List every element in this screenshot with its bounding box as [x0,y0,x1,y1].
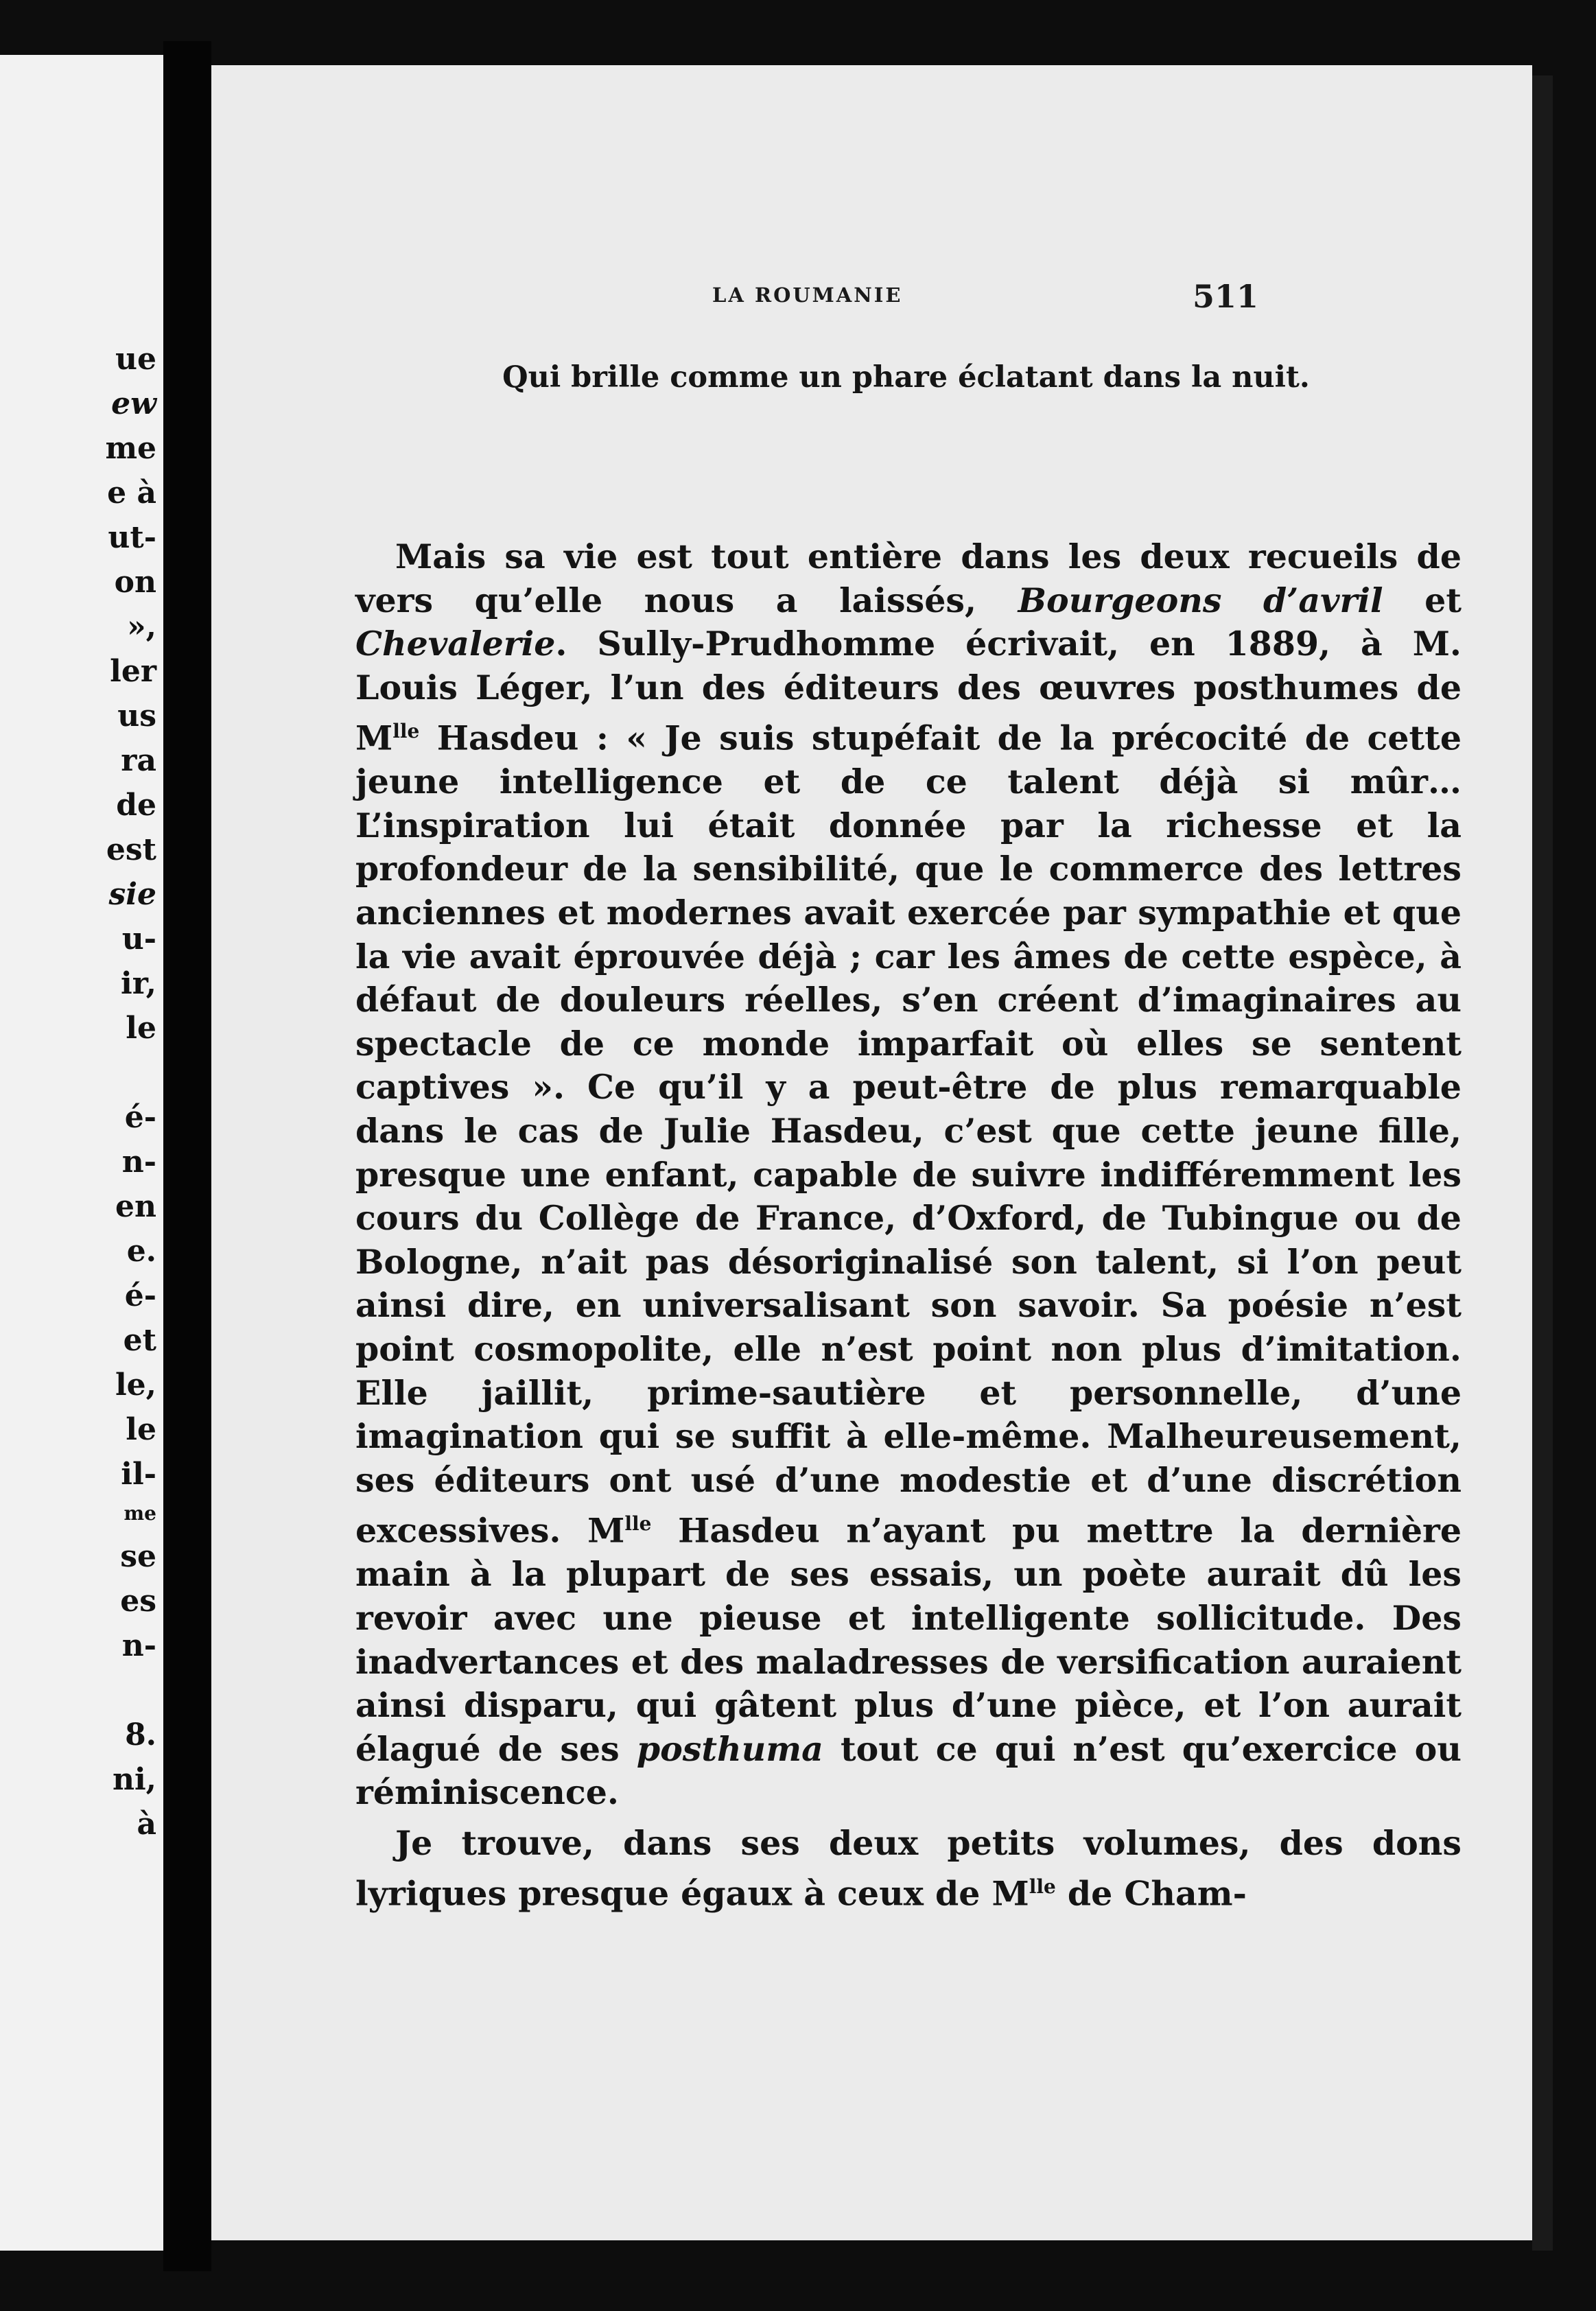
paragraph-2 [355,1822,1462,1916]
margin-fragment: 8. [125,1717,156,1752]
margin-fragment: en [115,1189,156,1224]
margin-fragment: ler [110,654,156,689]
book-title: Chevalerie [355,624,556,664]
margin-fragment: ut- [108,520,156,555]
margin-fragment: et [123,1323,156,1358]
margin-fragment: e à [107,476,156,511]
margin-fragment: le [126,1412,156,1447]
margin-fragment: le, [115,1368,156,1403]
page-header [211,278,1532,318]
running-title: LA ROUMANIE [712,283,903,307]
margin-fragment: », [127,609,156,644]
margin-fragment: se [120,1539,156,1574]
text-run: tout ce qui n’est qu’exercice ou réminiscence. [355,1728,1462,1813]
text-run: Hasdeu n’ayant pu mettre la dernière main à la plupart de ses essais, un poète aurait dû les revoir avec une pieuse et intelligente sollicitude. Des inadvertances et des maladresses de versification auraient ainsi disparu, qui gâtent plus d’une pièce, et l’on aurait élagué de ses [355,1510,1462,1769]
text-run: Je trouve, dans ses deux petits volumes, des dons lyriques presque égaux à ceux de M [355,1822,1462,1914]
margin-fragment: ni, [112,1762,156,1797]
paragraph-1 [355,535,1462,1815]
text-run: Hasdeu : « Je suis stupéfait de la précocité de cette jeune intelligence et de ce talent déjà si mûr… L’inspiration lui était donnée par la richesse et la profondeur de la sensibilité, que le commerce des lettres anciennes et modernes avait exercée par sympathie et que la vie avait éprouvée déjà ; car les âmes de cette espèce, à défaut de douleurs réelles, s’en créent d’imaginaires au spectacle de ce monde imparfait où elles se sentent captives ». Ce qu’il y a peut-être de plus remarquable dans le cas de Julie Hasdeu, c’est que cette jeune fille, presque une enfant, capable de suivre indifféremment les cours du Collège de France, d’Oxford, de Tubingue ou de Bologne, n’ait pas désoriginalisé son talent, si l’on peut ainsi dire, en universalisant son savoir. Sa poésie n’est point cosmopolite, elle n’est point non plus d’imitation. Elle jaillit, prime-sautière et personnelle, d’une imagination qui se suffit à elle-même. Malheureusement, ses éditeurs ont usé d’une modestie et d’une discrétion excessives. M [355,718,1462,1551]
italic-word: posthuma [636,1728,823,1769]
book-title: Bourgeons d’avril [1018,580,1383,620]
superscript: lle [392,720,420,743]
margin-fragment: le [126,1011,156,1046]
verse-line: Qui brille comme un phare éclatant dans la nuit. [502,360,1310,395]
body-text [355,535,1462,1916]
margin-fragment: me [124,1502,156,1525]
text-run: de Cham- [1055,1873,1247,1914]
page-number: 511 [1193,278,1259,315]
margin-fragment: sie [108,877,156,912]
margin-fragment: n- [121,1628,156,1663]
margin-fragment: me [105,431,156,466]
text-run: Mais sa vie est tout entière dans les deux recueils de vers qu’elle nous a laissés, [355,537,1462,620]
margin-fragment: ew [111,386,156,421]
book-page [211,65,1532,2240]
page-edge-shadow [1532,75,1553,2251]
margin-fragment: n- [121,1145,156,1180]
margin-fragment: il- [121,1457,156,1492]
margin-fragment: est [106,832,156,867]
margin-fragment: é- [124,1278,156,1313]
facing-page-fragment [0,55,163,2251]
text-run: et [1383,580,1462,620]
margin-fragment: u- [121,922,156,957]
margin-fragment: ue [115,342,156,377]
margin-fragment: ra [121,743,156,778]
margin-fragment: es [120,1584,156,1619]
margin-fragment: on [114,565,156,600]
book-binding-shadow [163,41,211,2271]
margin-fragment: ir, [120,966,156,1001]
margin-fragment: de [116,788,156,823]
superscript: lle [1029,1875,1056,1899]
text-run: . Sully-Prudhomme écrivait, en 1889, à M. Louis Léger, l’un des éditeurs des œuvres posthumes de M [355,624,1462,758]
margin-fragment: à [137,1807,156,1842]
superscript: lle [624,1512,652,1536]
margin-fragment: e. [126,1234,156,1269]
margin-fragment: é- [124,1100,156,1135]
margin-fragment: us [117,699,156,734]
